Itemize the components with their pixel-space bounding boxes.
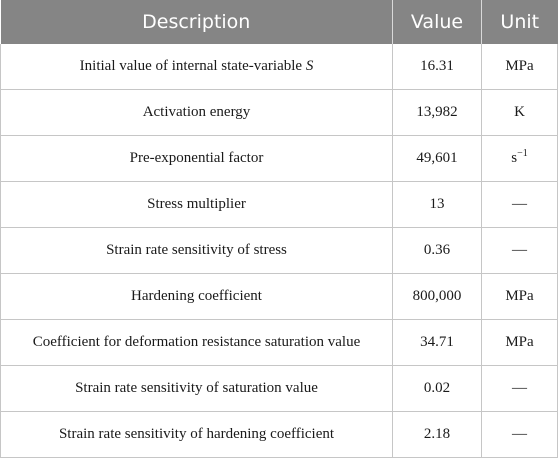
row-description: Pre-exponential factor [1, 136, 393, 182]
header-value: Value [393, 0, 482, 44]
unit-exponent: −1 [517, 148, 528, 159]
row-value: 49,601 [393, 136, 482, 182]
table-row [1, 412, 558, 458]
variable-symbol: S [305, 58, 314, 74]
row-unit: MPa [482, 320, 558, 366]
row-unit: MPa [482, 274, 558, 320]
description-text: Initial value of internal state-variable [79, 58, 303, 74]
unit-base: s [511, 150, 518, 166]
row-description: Coefficient for deformation resistance saturation value [1, 320, 393, 366]
row-description: Stress multiplier [1, 182, 393, 228]
table-row [1, 90, 558, 136]
row-unit: K [482, 90, 558, 136]
row-description: Strain rate sensitivity of saturation value [1, 366, 393, 412]
row-value: 16.31 [393, 44, 482, 90]
table-row [1, 366, 558, 412]
header-row [1, 0, 558, 44]
row-value: 0.36 [393, 228, 482, 274]
row-value: 2.18 [393, 412, 482, 458]
row-unit: — [482, 182, 558, 228]
table-row [1, 136, 558, 182]
header-description: Description [1, 0, 393, 44]
row-description: Hardening coefficient [1, 274, 393, 320]
table-row [1, 274, 558, 320]
row-value: 13,982 [393, 90, 482, 136]
row-unit: — [482, 412, 558, 458]
row-unit: MPa [482, 44, 558, 90]
row-description [1, 44, 393, 90]
row-description: Strain rate sensitivity of hardening coefficient [1, 412, 393, 458]
row-value: 0.02 [393, 366, 482, 412]
row-description: Strain rate sensitivity of stress [1, 228, 393, 274]
row-unit [482, 136, 558, 182]
row-value: 34.71 [393, 320, 482, 366]
row-unit: — [482, 366, 558, 412]
table-row [1, 182, 558, 228]
header-unit: Unit [482, 0, 558, 44]
row-description: Activation energy [1, 90, 393, 136]
table-row [1, 44, 558, 90]
row-value: 800,000 [393, 274, 482, 320]
row-unit: — [482, 228, 558, 274]
table-row [1, 228, 558, 274]
table-row [1, 320, 558, 366]
row-value: 13 [393, 182, 482, 228]
